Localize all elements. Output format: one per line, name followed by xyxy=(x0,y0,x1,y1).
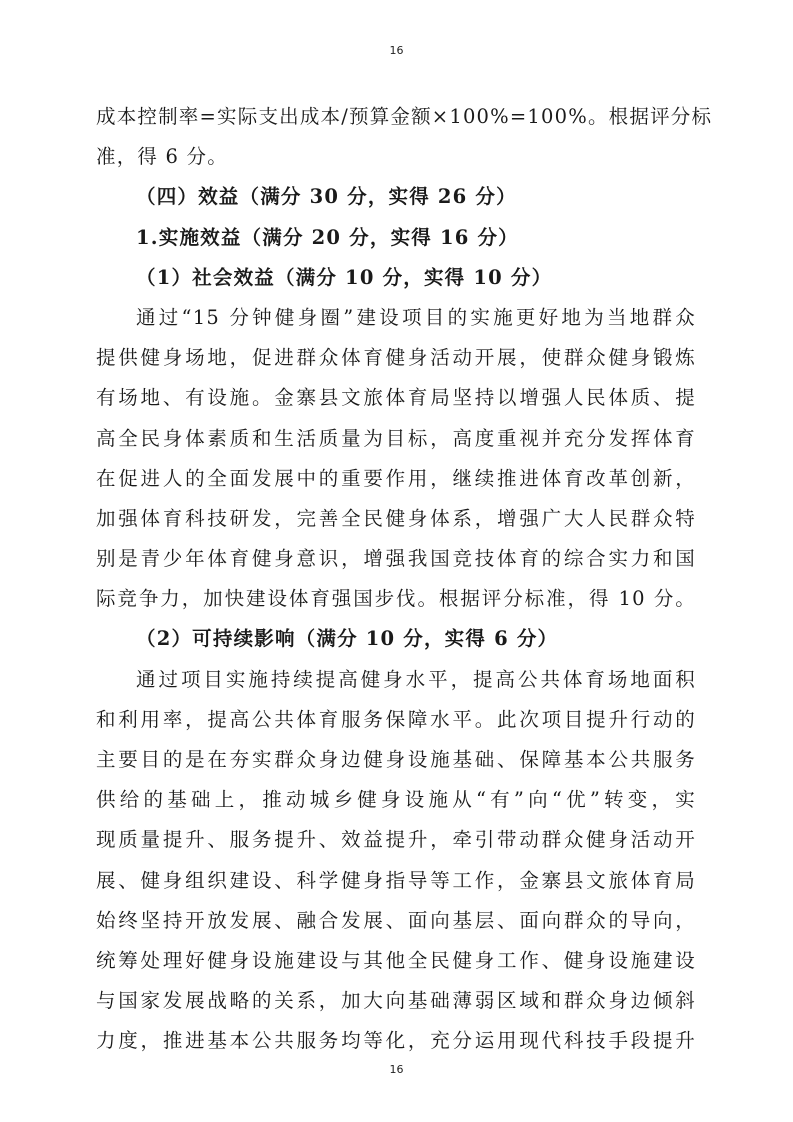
body-line: 力度，推进基本公共服务均等化，充分运用现代科技手段提升 xyxy=(96,1029,696,1053)
body-line: 供给的基础上，推动城乡健身设施从“有”向“优”转变，实 xyxy=(96,788,696,812)
body-line: 有场地、有设施。金寨县文旅体育局坚持以增强人民体质、提 xyxy=(96,386,696,410)
body-line: 在促进人的全面发展中的重要作用，继续推进体育改革创新， xyxy=(96,466,696,490)
page-number-top: 16 xyxy=(389,44,404,57)
body-line: 展、健身组织建设、科学健身指导等工作，金寨县文旅体育局 xyxy=(96,868,696,892)
body-line: 加强体育科技研发，完善全民健身体系，增强广大人民群众特 xyxy=(96,506,696,530)
subsection-heading: 1.实施效益（满分 20 分，实得 16 分） xyxy=(136,225,519,249)
subsubsection-heading: （2）可持续影响（满分 10 分，实得 6 分） xyxy=(136,627,559,651)
subsubsection-heading: （1）社会效益（满分 10 分，实得 10 分） xyxy=(136,265,553,289)
page-number-bottom: 16 xyxy=(389,1063,404,1076)
body-line: 与国家发展战略的关系，加大向基础薄弱区域和群众身边倾斜 xyxy=(96,989,696,1013)
body-line: 高全民身体素质和生活质量为目标，高度重视并充分发挥体育 xyxy=(96,426,696,450)
body-line: 始终坚持开放发展、融合发展、面向基层、面向群众的导向， xyxy=(96,908,696,932)
body-line: 统筹处理好健身设施建设与其他全民健身工作、健身设施建设 xyxy=(96,948,696,972)
body-line: 和利用率，提高公共体育服务保障水平。此次项目提升行动的 xyxy=(96,707,696,731)
paragraph-first-line: 通过“15 分钟健身圈”建设项目的实施更好地为当地群众 xyxy=(136,305,696,329)
body-line: 准，得 6 分。 xyxy=(96,145,228,169)
body-line: 提供健身场地，促进群众体育健身活动开展，使群众健身锻炼 xyxy=(96,346,696,370)
body-line: 别是青少年体育健身意识，增强我国竞技体育的综合实力和国 xyxy=(96,547,696,571)
body-line: 主要目的是在夯实群众身边健身设施基础、保障基本公共服务 xyxy=(96,748,696,771)
body-line: 际竞争力，加快建设体育强国步伐。根据评分标准，得 10 分。 xyxy=(96,587,696,611)
document-body xyxy=(96,97,713,1062)
body-line: 成本控制率=实际支出成本/预算金额×100%=100%。根据评分标 xyxy=(96,105,713,128)
paragraph-first-line: 通过项目实施持续提高健身水平，提高公共体育场地面积 xyxy=(136,667,696,691)
section-heading: （四）效益（满分 30 分，实得 26 分） xyxy=(136,185,517,209)
body-line: 现质量提升、服务提升、效益提升，牵引带动群众健身活动开 xyxy=(96,828,696,852)
